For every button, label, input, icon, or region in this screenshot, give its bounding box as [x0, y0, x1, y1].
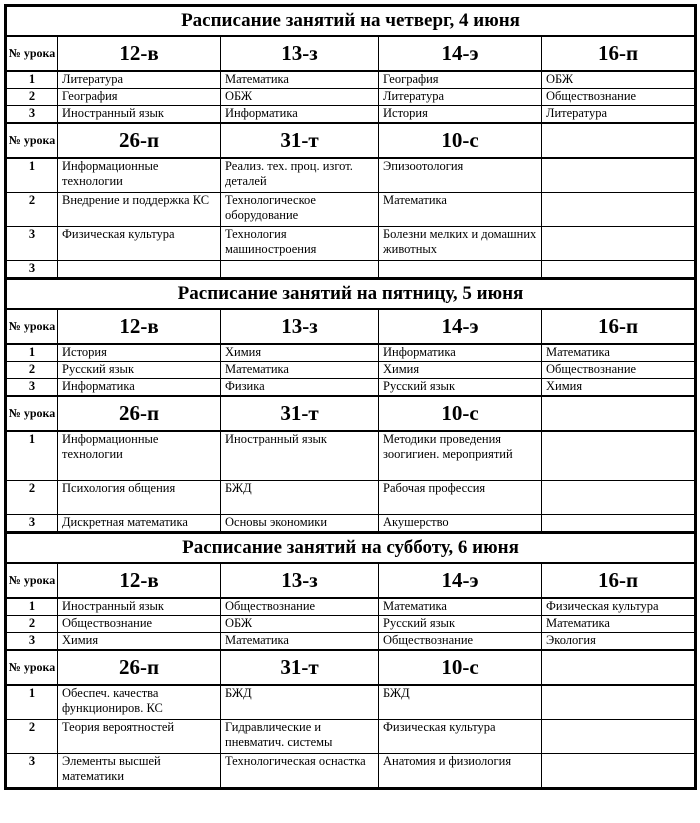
lesson-number: 1 — [6, 598, 58, 616]
group-name: 13-з — [221, 309, 379, 344]
lesson-row — [6, 362, 696, 379]
subject-cell: Дискретная математика — [58, 515, 221, 533]
subject-cell: БЖД — [379, 685, 542, 720]
subject-cell: ОБЖ — [221, 616, 379, 633]
subject-cell — [542, 720, 696, 754]
subject-cell: География — [379, 71, 542, 89]
group-name: 31-т — [221, 123, 379, 158]
lesson-number: 1 — [6, 71, 58, 89]
subject-cell: Математика — [542, 344, 696, 362]
lesson-number-header: № урока — [6, 36, 58, 71]
group-header-row — [6, 123, 696, 158]
subject-cell: ОБЖ — [542, 71, 696, 89]
group-header-row — [6, 563, 696, 598]
lesson-row — [6, 193, 696, 227]
group-name: 10-с — [379, 123, 542, 158]
subject-cell — [542, 261, 696, 279]
lesson-number-header: № урока — [6, 309, 58, 344]
subject-cell: Русский язык — [379, 379, 542, 397]
subject-cell — [542, 685, 696, 720]
lesson-row — [6, 515, 696, 533]
lesson-row — [6, 71, 696, 89]
subject-cell: Русский язык — [58, 362, 221, 379]
group-name: 12-в — [58, 563, 221, 598]
subject-cell: Иностранный язык — [58, 106, 221, 124]
subject-cell: История — [379, 106, 542, 124]
group-name: 31-т — [221, 396, 379, 431]
subject-cell: БЖД — [221, 685, 379, 720]
lesson-number: 1 — [6, 431, 58, 481]
subject-cell: Русский язык — [379, 616, 542, 633]
subject-cell: Физическая культура — [542, 598, 696, 616]
lesson-number-header: № урока — [6, 396, 58, 431]
lesson-number: 1 — [6, 685, 58, 720]
group-name: 26-п — [58, 396, 221, 431]
subject-cell — [542, 515, 696, 533]
group-name: 26-п — [58, 123, 221, 158]
group-header-row — [6, 650, 696, 685]
subject-cell: Обществознание — [221, 598, 379, 616]
subject-cell: Технологическое оборудование — [221, 193, 379, 227]
subject-cell — [542, 754, 696, 789]
subject-cell: Анатомия и физиология — [379, 754, 542, 789]
lesson-number: 3 — [6, 515, 58, 533]
group-header-row — [6, 309, 696, 344]
subject-cell: БЖД — [221, 481, 379, 515]
subject-cell: Рабочая профессия — [379, 481, 542, 515]
lesson-row — [6, 227, 696, 261]
lesson-number: 1 — [6, 344, 58, 362]
subject-cell: Экология — [542, 633, 696, 651]
group-name — [542, 396, 696, 431]
subject-cell: Информатика — [221, 106, 379, 124]
group-name: 14-э — [379, 309, 542, 344]
lesson-row — [6, 261, 696, 279]
group-name: 16-п — [542, 36, 696, 71]
lesson-number: 3 — [6, 633, 58, 651]
subject-cell: Информатика — [58, 379, 221, 397]
subject-cell: Эпизоотология — [379, 158, 542, 193]
subject-cell: Информатика — [379, 344, 542, 362]
day-title: Расписание занятий на субботу, 6 июня — [6, 533, 696, 564]
lesson-number: 3 — [6, 754, 58, 789]
subject-cell — [542, 158, 696, 193]
subject-cell — [542, 227, 696, 261]
lesson-number: 3 — [6, 106, 58, 124]
subject-cell: География — [58, 89, 221, 106]
lesson-number: 3 — [6, 261, 58, 279]
subject-cell: Психология общения — [58, 481, 221, 515]
day-title-row — [6, 279, 696, 310]
subject-cell: Иностранный язык — [221, 431, 379, 481]
subject-cell: Математика — [379, 193, 542, 227]
lesson-number-header: № урока — [6, 563, 58, 598]
subject-cell: История — [58, 344, 221, 362]
subject-cell: Математика — [221, 362, 379, 379]
schedule-table — [4, 4, 697, 790]
lesson-number: 3 — [6, 227, 58, 261]
subject-cell: Внедрение и поддержка КС — [58, 193, 221, 227]
subject-cell: Основы экономики — [221, 515, 379, 533]
group-name — [542, 123, 696, 158]
subject-cell: Акушерство — [379, 515, 542, 533]
group-header-row — [6, 396, 696, 431]
group-name: 16-п — [542, 309, 696, 344]
subject-cell — [542, 481, 696, 515]
group-name: 10-с — [379, 396, 542, 431]
subject-cell: Технология машиностроения — [221, 227, 379, 261]
subject-cell: Иностранный язык — [58, 598, 221, 616]
group-name — [542, 650, 696, 685]
lesson-number: 2 — [6, 720, 58, 754]
subject-cell: Методики проведения зоогигиен. мероприятий — [379, 431, 542, 481]
lesson-row — [6, 106, 696, 124]
group-name: 14-э — [379, 563, 542, 598]
lesson-number: 2 — [6, 616, 58, 633]
subject-cell: Гидравлические и пневматич. системы — [221, 720, 379, 754]
subject-cell: Химия — [221, 344, 379, 362]
lesson-row — [6, 685, 696, 720]
subject-cell: Обществознание — [542, 89, 696, 106]
subject-cell: Обществознание — [58, 616, 221, 633]
schedule-sheet — [4, 4, 694, 819]
subject-cell — [379, 261, 542, 279]
group-name: 14-э — [379, 36, 542, 71]
lesson-row — [6, 89, 696, 106]
subject-cell: Обществознание — [379, 633, 542, 651]
group-name: 13-з — [221, 563, 379, 598]
lesson-number-header: № урока — [6, 650, 58, 685]
lesson-row — [6, 481, 696, 515]
group-header-row — [6, 36, 696, 71]
subject-cell: Обществознание — [542, 362, 696, 379]
day-title: Расписание занятий на четверг, 4 июня — [6, 6, 696, 37]
group-name: 10-с — [379, 650, 542, 685]
subject-cell: Элементы высшей математики — [58, 754, 221, 789]
subject-cell: Болезни мелких и домашних животных — [379, 227, 542, 261]
group-name: 12-в — [58, 36, 221, 71]
subject-cell: ОБЖ — [221, 89, 379, 106]
lesson-row — [6, 720, 696, 754]
subject-cell: Физическая культура — [379, 720, 542, 754]
lesson-number: 3 — [6, 379, 58, 397]
day-title: Расписание занятий на пятницу, 5 июня — [6, 279, 696, 310]
lesson-row — [6, 431, 696, 481]
subject-cell: Литература — [379, 89, 542, 106]
subject-cell: Математика — [379, 598, 542, 616]
subject-cell: Математика — [542, 616, 696, 633]
subject-cell: Литература — [542, 106, 696, 124]
subject-cell: Теория вероятностей — [58, 720, 221, 754]
lesson-row — [6, 754, 696, 789]
subject-cell: Химия — [58, 633, 221, 651]
subject-cell: Технологическая оснастка — [221, 754, 379, 789]
subject-cell: Химия — [379, 362, 542, 379]
lesson-number: 2 — [6, 362, 58, 379]
group-name: 31-т — [221, 650, 379, 685]
subject-cell: Математика — [221, 71, 379, 89]
lesson-row — [6, 344, 696, 362]
subject-cell — [542, 193, 696, 227]
lesson-number: 2 — [6, 89, 58, 106]
subject-cell: Информационные технологии — [58, 431, 221, 481]
subject-cell — [58, 261, 221, 279]
lesson-number: 2 — [6, 193, 58, 227]
lesson-row — [6, 616, 696, 633]
lesson-number: 1 — [6, 158, 58, 193]
subject-cell: Химия — [542, 379, 696, 397]
subject-cell: Математика — [221, 633, 379, 651]
group-name: 26-п — [58, 650, 221, 685]
subject-cell: Реализ. тех. проц. изгот. деталей — [221, 158, 379, 193]
lesson-row — [6, 633, 696, 651]
subject-cell — [221, 261, 379, 279]
lesson-number: 2 — [6, 481, 58, 515]
group-name: 13-з — [221, 36, 379, 71]
lesson-row — [6, 158, 696, 193]
group-name: 12-в — [58, 309, 221, 344]
subject-cell: Литература — [58, 71, 221, 89]
subject-cell — [542, 431, 696, 481]
lesson-number-header: № урока — [6, 123, 58, 158]
group-name: 16-п — [542, 563, 696, 598]
subject-cell: Физическая культура — [58, 227, 221, 261]
subject-cell: Физика — [221, 379, 379, 397]
day-title-row — [6, 533, 696, 564]
day-title-row — [6, 6, 696, 37]
subject-cell: Информационные технологии — [58, 158, 221, 193]
lesson-row — [6, 379, 696, 397]
lesson-row — [6, 598, 696, 616]
subject-cell: Обеспеч. качества функциониров. КС — [58, 685, 221, 720]
